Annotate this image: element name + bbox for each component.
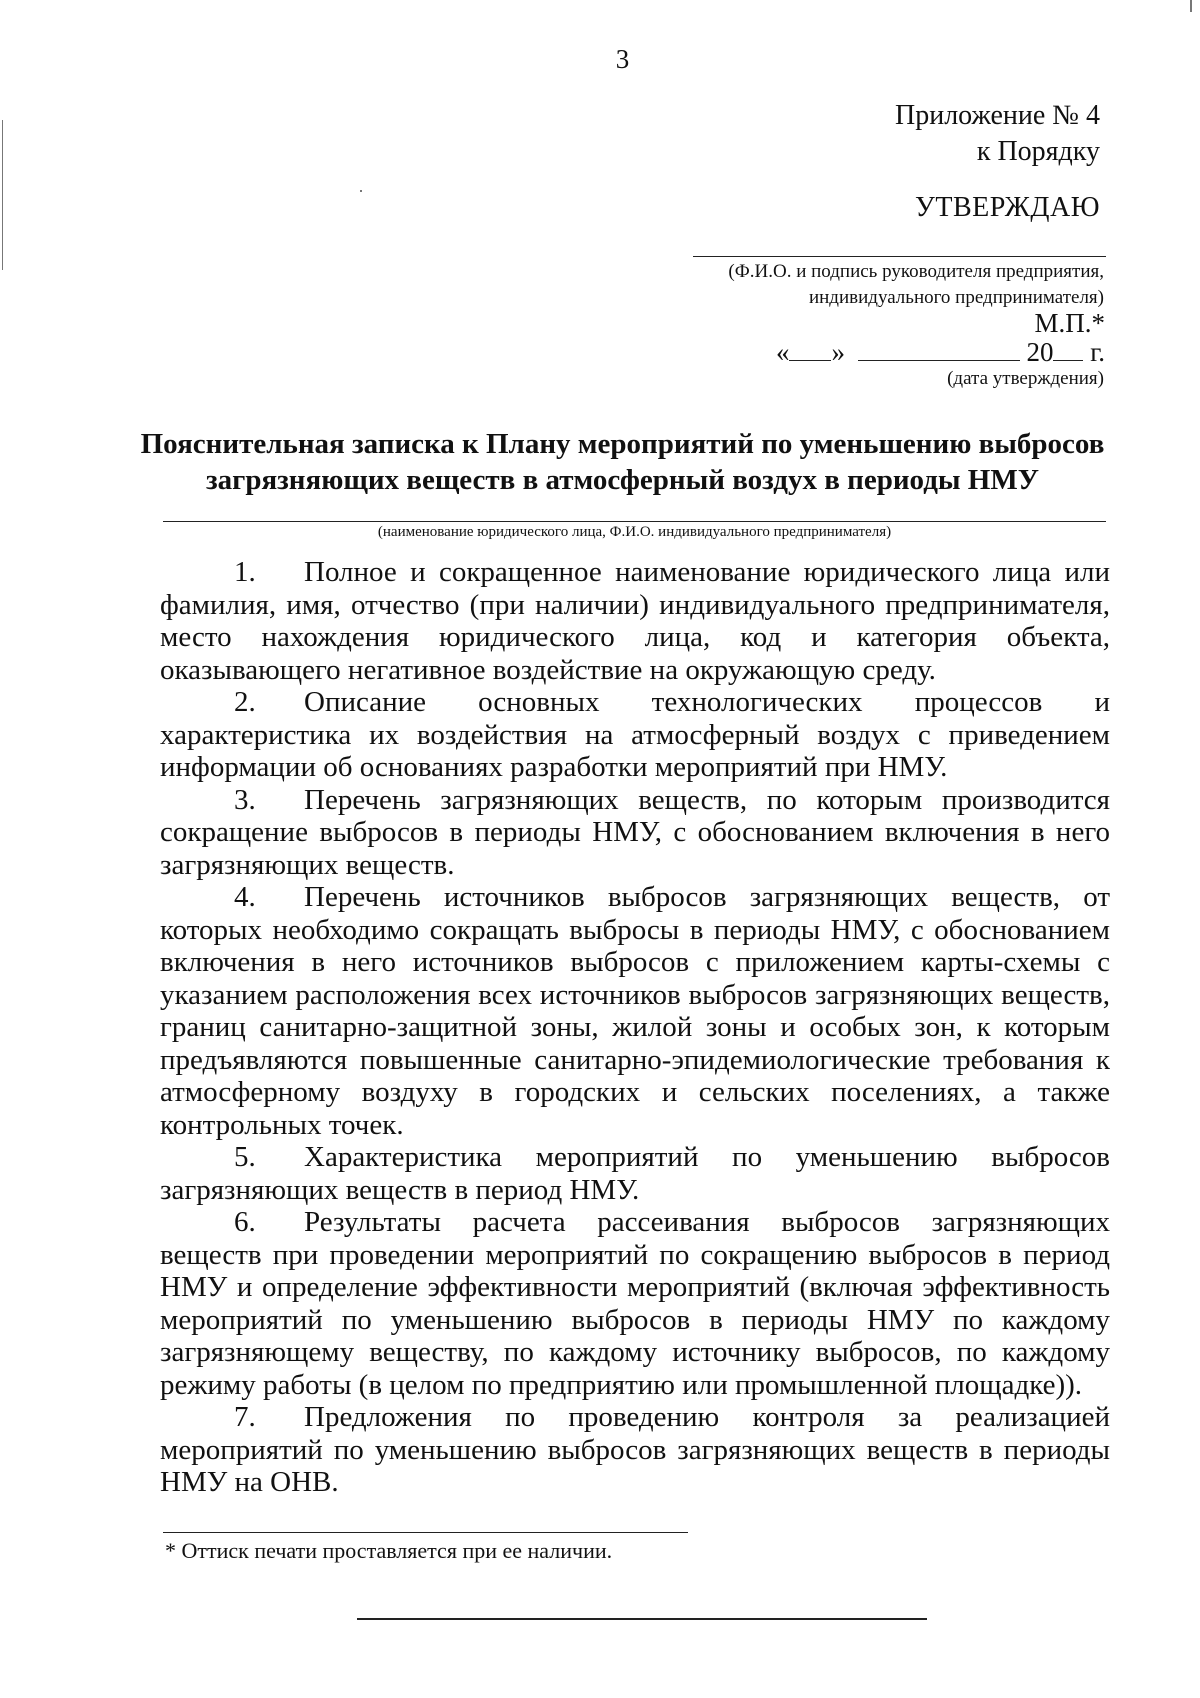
list-item: [160, 1141, 1110, 1206]
bottom-divider: [357, 1618, 927, 1620]
signature-line: [693, 256, 1106, 257]
item-text: Перечень загрязняющих веществ, по которым производится сокращение выбросов в периоды НМУ, с обоснованием включения в него загрязняющих веществ.: [160, 783, 1110, 881]
date-caption: (дата утверждения): [947, 368, 1104, 389]
document-title-line2: загрязняющих веществ в атмосферный воздух в периоды НМУ: [206, 464, 1039, 496]
scan-edge-mark: [1190, 0, 1192, 12]
list-item: [160, 556, 1110, 686]
items-list: [160, 556, 1110, 1499]
item-text: Характеристика мероприятий по уменьшению выбросов загрязняющих веществ в период НМУ.: [160, 1141, 1110, 1206]
item-text: Результаты расчета рассеивания выбросов загрязняющих веществ при проведении мероприятий по сокращению выбросов в период НМУ и определение эффективности мероприятий (включая эффективность мероприятий по уменьшению выбросов в периоды НМУ по каждому загрязняющему веществу, по каждому источнику выбросов, по каждому режиму работы (в целом по предприятию или промышленной площадке)).: [160, 1206, 1110, 1401]
list-item: [160, 1401, 1110, 1499]
item-text: Полное и сокращенное наименование юридического лица или фамилия, имя, отчество (при наличии) индивидуального предпринимателя, место нахождения юридического лица, код и категория объекта, оказывающего негативное воздействие на окружающую среду.: [160, 556, 1110, 686]
list-item: [160, 686, 1110, 784]
document-title-line1: Пояснительная записка к Плану мероприятий по уменьшению выбросов: [140, 428, 1105, 460]
scan-edge-mark: [2, 120, 3, 270]
annex-title: Приложение № 4: [895, 100, 1100, 131]
date-year-suffix: г.: [1090, 337, 1105, 367]
list-item: [160, 784, 1110, 882]
item-text: Предложения по проведению контроля за реализацией мероприятий по уменьшению выбросов загрязняющих веществ в периоды НМУ на ОНВ.: [160, 1401, 1110, 1498]
item-number: 6.: [234, 1206, 256, 1238]
signature-caption: [728, 259, 1104, 311]
page-number: 3: [615, 44, 630, 74]
footnote: * Оттиск печати проставляется при ее наличии.: [165, 1538, 613, 1563]
annex-subtitle: к Порядку: [976, 136, 1100, 167]
footnote-divider: [163, 1532, 688, 1533]
item-number: 4.: [234, 881, 256, 913]
signature-caption-line2: индивидуального предпринимателя): [808, 287, 1104, 308]
item-text: Перечень источников выбросов загрязняющих веществ, от которых необходимо сокращать выбросы в периоды НМУ, с обоснованием включения в него источников выбросов с приложением карты-схемы с указанием расположения всех источников выбросов загрязняющих веществ, границ санитарно-защитной зоны, жилой зоны и особых зон, к которым предъявляются повышенные санитарно-эпидемиологические требования к атмосферному воздуху в городских и сельских поселениях, а также контрольных точек.: [160, 881, 1110, 1141]
item-number: 7.: [234, 1401, 256, 1433]
entity-name-caption: (наименование юридического лица, Ф.И.О. индивидуального предпринимателя): [377, 524, 892, 540]
date-year-blank: [1053, 336, 1083, 361]
list-item: [160, 1206, 1110, 1401]
item-number: 2.: [234, 686, 256, 718]
seal-label: М.П.*: [1034, 308, 1105, 338]
date-day-blank: [789, 336, 831, 361]
document-title: [140, 426, 1105, 498]
scan-speck: [360, 190, 362, 192]
date-year-prefix: 20: [1026, 337, 1054, 367]
item-number: 5.: [234, 1141, 256, 1173]
item-number: 3.: [234, 783, 256, 816]
item-text: Описание основных технологических процессов и характеристика их воздействия на атмосферный воздух с приведением информации об основаниях разработки мероприятий при НМУ.: [160, 686, 1110, 783]
date-close-quote: »: [831, 337, 845, 367]
date-month-blank: [858, 336, 1020, 361]
entity-name-line: [163, 521, 1106, 522]
list-item: [160, 881, 1110, 1141]
signature-caption-line1: (Ф.И.О. и подпись руководителя предприятия,: [728, 261, 1104, 282]
approve-label: УТВЕРЖДАЮ: [915, 192, 1100, 223]
item-number: 1.: [234, 556, 256, 588]
date-open-quote: «: [775, 337, 790, 367]
annex-reference: [895, 98, 1100, 170]
approval-date-line: [776, 336, 1105, 368]
